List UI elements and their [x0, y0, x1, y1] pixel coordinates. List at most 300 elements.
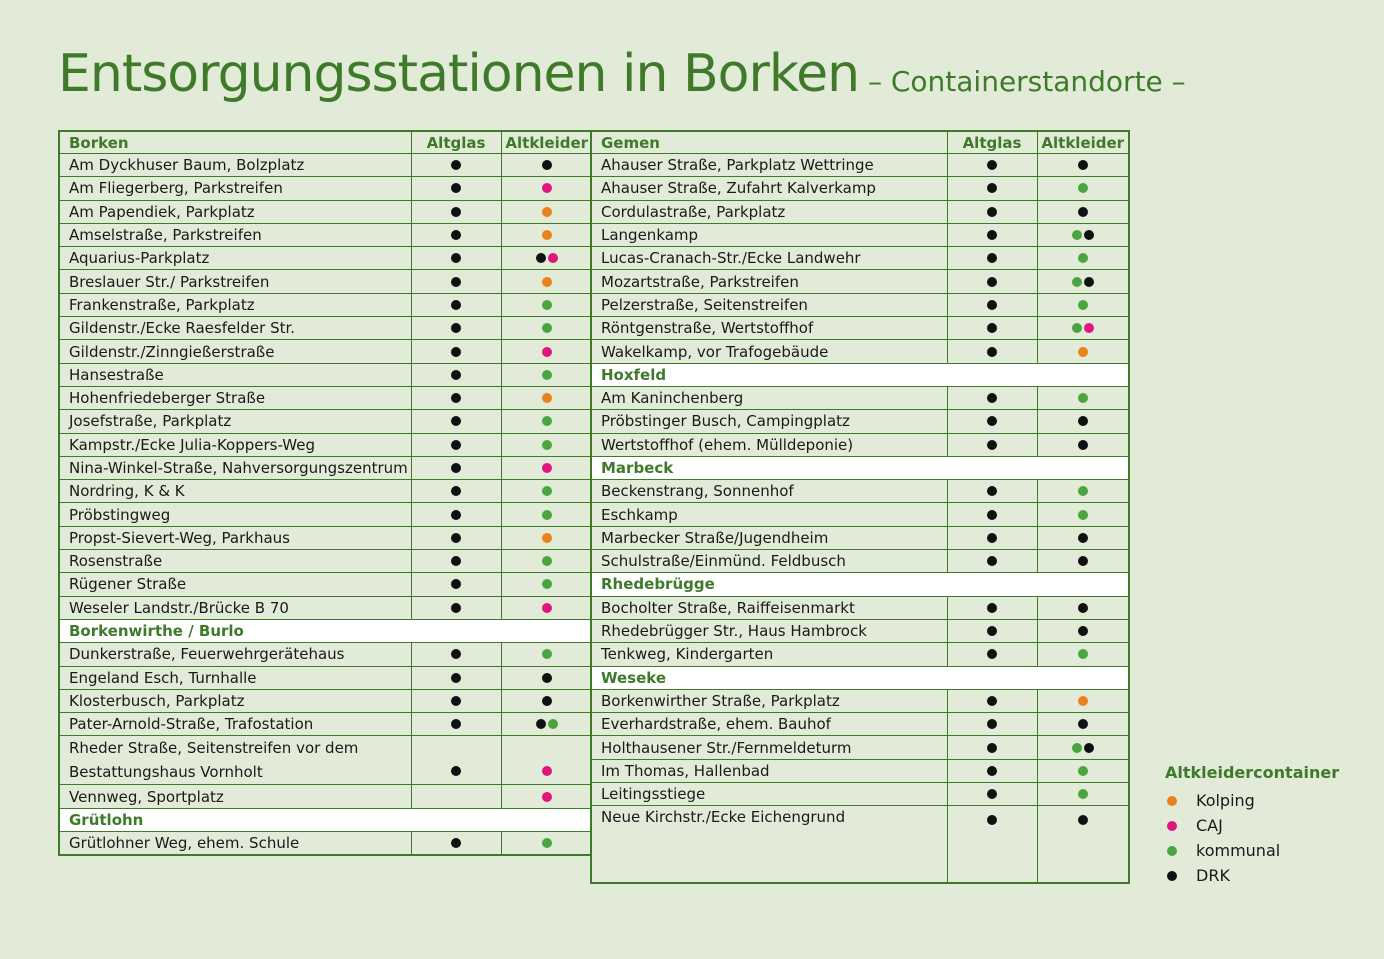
- altglas-cell: [947, 759, 1037, 782]
- black-dot-icon: [451, 603, 461, 613]
- container-dots: [542, 792, 552, 802]
- black-dot-icon: [1078, 556, 1088, 566]
- column-header-altglas: Altglas: [411, 131, 501, 154]
- table-row: [591, 736, 1129, 759]
- table-row: [591, 689, 1129, 712]
- container-dots: [542, 649, 552, 659]
- container-dots: [987, 323, 997, 333]
- container-dots: [451, 277, 461, 287]
- location-name: Bocholter Straße, Raiffeisenmarkt: [591, 596, 947, 619]
- container-dots: [1078, 253, 1088, 263]
- altkleider-cell: [1037, 689, 1129, 712]
- container-dots: [451, 347, 461, 357]
- altglas-cell: [411, 832, 501, 856]
- container-dots: [1078, 486, 1088, 496]
- table-row: [591, 503, 1129, 526]
- black-dot-icon: [1084, 230, 1094, 240]
- table-row: [591, 317, 1129, 340]
- table-row: [59, 317, 593, 340]
- black-dot-icon: [987, 230, 997, 240]
- altglas-cell: [411, 573, 501, 596]
- altglas-cell: [947, 736, 1037, 759]
- container-dots: [987, 230, 997, 240]
- altkleider-cell: [1037, 293, 1129, 316]
- altglas-cell: [947, 550, 1037, 573]
- green-dot-icon: [542, 440, 552, 450]
- location-name: Hansestraße: [59, 363, 411, 386]
- section-title: Grütlohn: [59, 808, 593, 831]
- container-dots: [451, 673, 461, 683]
- altkleider-cell: [1037, 317, 1129, 340]
- black-dot-icon: [451, 207, 461, 217]
- table-row: [591, 806, 1129, 884]
- altkleider-cell: [1037, 154, 1129, 177]
- container-dots: [542, 207, 552, 217]
- orange-dot-icon: [542, 393, 552, 403]
- black-dot-icon: [451, 696, 461, 706]
- container-dots: [542, 393, 552, 403]
- altkleider-cell: [1037, 806, 1129, 884]
- table-row: [59, 340, 593, 363]
- table-row: [59, 596, 593, 619]
- container-dots: [542, 160, 552, 170]
- location-name: Amselstraße, Parkstreifen: [59, 223, 411, 246]
- container-dots: [542, 463, 552, 473]
- altkleider-cell: [1037, 759, 1129, 782]
- altkleider-cell: [501, 456, 593, 479]
- green-dot-icon: [1078, 300, 1088, 310]
- container-dots: [1078, 556, 1088, 566]
- location-name: Weseler Landstr./Brücke B 70: [59, 596, 411, 619]
- container-dots: [987, 649, 997, 659]
- orange-dot-icon: [1167, 796, 1177, 806]
- black-dot-icon: [987, 815, 997, 825]
- container-dots: [1078, 207, 1088, 217]
- table-row: [591, 596, 1129, 619]
- page-title: [58, 44, 1186, 104]
- black-dot-icon: [1078, 160, 1088, 170]
- section-header-row: [591, 666, 1129, 689]
- altglas-cell: [411, 293, 501, 316]
- green-dot-icon: [542, 370, 552, 380]
- altglas-cell: [411, 713, 501, 736]
- black-dot-icon: [451, 300, 461, 310]
- container-dots: [542, 486, 552, 496]
- black-dot-icon: [542, 696, 552, 706]
- pink-dot-icon: [1167, 821, 1177, 831]
- legend-item: [1165, 863, 1339, 888]
- black-dot-icon: [451, 719, 461, 729]
- altglas-cell: [411, 223, 501, 246]
- section-header-row: [591, 573, 1129, 596]
- green-dot-icon: [1078, 510, 1088, 520]
- location-name: Rhedebrügger Str., Haus Hambrock: [591, 619, 947, 642]
- table-row: [59, 526, 593, 549]
- altglas-cell: [411, 503, 501, 526]
- black-dot-icon: [1078, 416, 1088, 426]
- column-header-altkleider: Altkleider: [501, 131, 593, 154]
- container-dots: [542, 603, 552, 613]
- black-dot-icon: [1167, 871, 1177, 881]
- black-dot-icon: [987, 626, 997, 636]
- location-name: Marbecker Straße/Jugendheim: [591, 526, 947, 549]
- altglas-cell: [947, 433, 1037, 456]
- altglas-cell: [411, 200, 501, 223]
- table-row: [59, 410, 593, 433]
- table-row: [591, 619, 1129, 642]
- container-dots: [1072, 743, 1094, 753]
- section-header-row: [59, 808, 593, 831]
- container-dots: [451, 300, 461, 310]
- black-dot-icon: [451, 486, 461, 496]
- location-name: Dunkerstraße, Feuerwehrgerätehaus: [59, 643, 411, 666]
- altglas-cell: [947, 713, 1037, 736]
- green-dot-icon: [1078, 766, 1088, 776]
- container-dots: [542, 370, 552, 380]
- container-dots: [987, 789, 997, 799]
- green-dot-icon: [1072, 743, 1082, 753]
- legend-label: kommunal: [1196, 841, 1281, 860]
- green-dot-icon: [542, 649, 552, 659]
- location-name: Hohenfriedeberger Straße: [59, 386, 411, 409]
- section-header-row: [59, 619, 593, 642]
- container-dots: [542, 183, 552, 193]
- table-row: [59, 643, 593, 666]
- container-dots: [1078, 416, 1088, 426]
- altkleider-cell: [1037, 596, 1129, 619]
- black-dot-icon: [451, 440, 461, 450]
- table-header-row: [59, 131, 593, 154]
- container-dots: [987, 160, 997, 170]
- altkleider-cell: [1037, 480, 1129, 503]
- altkleider-cell: [501, 340, 593, 363]
- container-dots: [451, 416, 461, 426]
- location-name: Kampstr./Ecke Julia-Koppers-Weg: [59, 433, 411, 456]
- altkleider-cell: [501, 200, 593, 223]
- section-title: Hoxfeld: [591, 363, 1129, 386]
- container-dots: [1072, 277, 1094, 287]
- altglas-cell: [411, 340, 501, 363]
- container-dots: [542, 323, 552, 333]
- black-dot-icon: [1078, 626, 1088, 636]
- black-dot-icon: [451, 510, 461, 520]
- container-dots: [1078, 766, 1088, 776]
- black-dot-icon: [987, 649, 997, 659]
- black-dot-icon: [536, 253, 546, 263]
- location-name: Am Dyckhuser Baum, Bolzplatz: [59, 154, 411, 177]
- altkleider-cell: [501, 643, 593, 666]
- container-dots: [987, 533, 997, 543]
- container-dots: [1078, 789, 1088, 799]
- black-dot-icon: [451, 838, 461, 848]
- altkleider-cell: [501, 154, 593, 177]
- legend-label: Kolping: [1196, 791, 1255, 810]
- container-dots: [542, 673, 552, 683]
- black-dot-icon: [1078, 533, 1088, 543]
- table-row: [591, 550, 1129, 573]
- black-dot-icon: [987, 300, 997, 310]
- container-dots: [1078, 160, 1088, 170]
- container-dots: [451, 253, 461, 263]
- container-dots: [1078, 719, 1088, 729]
- table-row: [591, 783, 1129, 806]
- green-dot-icon: [542, 510, 552, 520]
- table-row: [59, 200, 593, 223]
- location-name: Röntgenstraße, Wertstoffhof: [591, 317, 947, 340]
- pink-dot-icon: [542, 463, 552, 473]
- container-dots: [451, 579, 461, 589]
- green-dot-icon: [548, 719, 558, 729]
- pink-dot-icon: [542, 766, 552, 776]
- altglas-cell: [411, 785, 501, 808]
- black-dot-icon: [451, 463, 461, 473]
- legend-item: [1165, 813, 1339, 838]
- black-dot-icon: [987, 533, 997, 543]
- table-row: [59, 689, 593, 712]
- table-row: [59, 386, 593, 409]
- section-header-row: [591, 456, 1129, 479]
- legend-item: [1165, 838, 1339, 863]
- table-row: [591, 223, 1129, 246]
- altkleider-cell: [501, 689, 593, 712]
- altglas-cell: [411, 643, 501, 666]
- altglas-cell: [947, 177, 1037, 200]
- altglas-cell: [411, 596, 501, 619]
- location-name: Holthausener Str./Fernmeldeturm: [591, 736, 947, 759]
- black-dot-icon: [987, 696, 997, 706]
- container-dots: [987, 719, 997, 729]
- container-dots: [1072, 323, 1094, 333]
- container-dots: [536, 719, 558, 729]
- altglas-cell: [411, 689, 501, 712]
- location-name: Pröbstinger Busch, Campingplatz: [591, 410, 947, 433]
- table-row: [591, 247, 1129, 270]
- location-name: Nordring, K & K: [59, 480, 411, 503]
- location-name: Schulstraße/Einmünd. Feldbusch: [591, 550, 947, 573]
- black-dot-icon: [542, 673, 552, 683]
- altglas-cell: [947, 270, 1037, 293]
- altglas-cell: [411, 480, 501, 503]
- table-row: [59, 270, 593, 293]
- black-dot-icon: [987, 160, 997, 170]
- table-row: [59, 247, 593, 270]
- location-name: Breslauer Str./ Parkstreifen: [59, 270, 411, 293]
- black-dot-icon: [987, 183, 997, 193]
- location-name: Mozartstraße, Parkstreifen: [591, 270, 947, 293]
- altkleider-cell: [501, 293, 593, 316]
- location-name: Pater-Arnold-Straße, Trafostation: [59, 713, 411, 736]
- altkleider-cell: [501, 433, 593, 456]
- altglas-cell: [947, 386, 1037, 409]
- container-dots: [1078, 696, 1088, 706]
- altglas-cell: [947, 340, 1037, 363]
- altkleider-cell: [1037, 410, 1129, 433]
- black-dot-icon: [987, 416, 997, 426]
- green-dot-icon: [542, 486, 552, 496]
- table-row: [59, 456, 593, 479]
- section-title: Borkenwirthe / Burlo: [59, 619, 593, 642]
- location-name: Rosenstraße: [59, 550, 411, 573]
- altkleider-cell: [501, 596, 593, 619]
- table-row: [59, 433, 593, 456]
- container-dots: [542, 300, 552, 310]
- container-dots: [987, 766, 997, 776]
- table-row: [591, 643, 1129, 666]
- legend-label: DRK: [1196, 866, 1230, 885]
- legend-label: CAJ: [1196, 816, 1223, 835]
- altglas-cell: [411, 550, 501, 573]
- container-dots: [451, 207, 461, 217]
- altkleider-cell: [1037, 223, 1129, 246]
- green-dot-icon: [542, 556, 552, 566]
- altglas-cell: [947, 643, 1037, 666]
- container-dots: [451, 183, 461, 193]
- container-dots: [451, 440, 461, 450]
- location-name: Pelzerstraße, Seitenstreifen: [591, 293, 947, 316]
- container-dots: [1078, 815, 1088, 825]
- altglas-cell: [947, 200, 1037, 223]
- container-dots: [542, 277, 552, 287]
- page-title-main: Entsorgungsstationen in Borken: [58, 44, 860, 104]
- altkleider-cell: [501, 410, 593, 433]
- location-name: Beckenstrang, Sonnenhof: [591, 480, 947, 503]
- black-dot-icon: [987, 510, 997, 520]
- altkleider-cell: [501, 317, 593, 340]
- black-dot-icon: [987, 323, 997, 333]
- table-row: [59, 573, 593, 596]
- black-dot-icon: [1084, 277, 1094, 287]
- pink-dot-icon: [548, 253, 558, 263]
- container-dots: [987, 347, 997, 357]
- legend-title: Altkleidercontainer: [1165, 763, 1340, 782]
- green-dot-icon: [1078, 486, 1088, 496]
- container-dots: [987, 277, 997, 287]
- table-row: [59, 363, 593, 386]
- table-row: [59, 736, 593, 785]
- container-dots: [451, 838, 461, 848]
- green-dot-icon: [1078, 183, 1088, 193]
- container-dots: [542, 510, 552, 520]
- container-dots: [987, 486, 997, 496]
- section-title: Marbeck: [591, 456, 1129, 479]
- altglas-cell: [947, 783, 1037, 806]
- location-name: Cordulastraße, Parkplatz: [591, 200, 947, 223]
- container-dots: [987, 393, 997, 403]
- green-dot-icon: [1072, 230, 1082, 240]
- pink-dot-icon: [542, 603, 552, 613]
- green-dot-icon: [1072, 277, 1082, 287]
- table-row: [591, 270, 1129, 293]
- location-name: Klosterbusch, Parkplatz: [59, 689, 411, 712]
- table-row: [591, 526, 1129, 549]
- altkleider-cell: [1037, 783, 1129, 806]
- altkleider-cell: [501, 785, 593, 808]
- container-dots: [451, 719, 461, 729]
- altkleider-cell: [1037, 713, 1129, 736]
- altkleider-cell: [1037, 550, 1129, 573]
- altglas-cell: [411, 456, 501, 479]
- altglas-cell: [947, 247, 1037, 270]
- container-dots: [1078, 603, 1088, 613]
- altglas-cell: [411, 247, 501, 270]
- container-dots: [451, 603, 461, 613]
- altglas-cell: [411, 526, 501, 549]
- black-dot-icon: [451, 393, 461, 403]
- location-name: Im Thomas, Hallenbad: [591, 759, 947, 782]
- altglas-cell: [947, 619, 1037, 642]
- location-name: Am Kaninchenberg: [591, 386, 947, 409]
- container-dots: [987, 416, 997, 426]
- container-dots: [1078, 626, 1088, 636]
- container-dots: [987, 183, 997, 193]
- location-name: Tenkweg, Kindergarten: [591, 643, 947, 666]
- table-row: [591, 177, 1129, 200]
- container-dots: [987, 696, 997, 706]
- altkleider-cell: [1037, 247, 1129, 270]
- table-row: [59, 666, 593, 689]
- column-header-district: Gemen: [591, 131, 947, 154]
- location-name: Rügener Straße: [59, 573, 411, 596]
- container-dots: [542, 838, 552, 848]
- altkleider-cell: [501, 736, 593, 785]
- black-dot-icon: [987, 207, 997, 217]
- orange-dot-icon: [1078, 696, 1088, 706]
- altglas-cell: [411, 177, 501, 200]
- container-dots: [451, 323, 461, 333]
- location-name: Grütlohner Weg, ehem. Schule: [59, 832, 411, 856]
- altkleider-cell: [1037, 200, 1129, 223]
- black-dot-icon: [542, 160, 552, 170]
- container-dots: [542, 416, 552, 426]
- location-name: Propst-Sievert-Weg, Parkhaus: [59, 526, 411, 549]
- table-row: [591, 480, 1129, 503]
- container-dots: [1078, 440, 1088, 450]
- orange-dot-icon: [1078, 347, 1088, 357]
- legend: [1165, 763, 1339, 888]
- altglas-cell: [947, 503, 1037, 526]
- black-dot-icon: [451, 323, 461, 333]
- location-name: Gildenstr./Ecke Raesfelder Str.: [59, 317, 411, 340]
- black-dot-icon: [451, 277, 461, 287]
- table-row: [59, 503, 593, 526]
- location-name: Wakelkamp, vor Trafogebäude: [591, 340, 947, 363]
- black-dot-icon: [987, 719, 997, 729]
- black-dot-icon: [451, 253, 461, 263]
- location-name: Everhardstraße, ehem. Bauhof: [591, 713, 947, 736]
- altkleider-cell: [501, 270, 593, 293]
- black-dot-icon: [987, 277, 997, 287]
- green-dot-icon: [1078, 393, 1088, 403]
- altkleider-cell: [1037, 270, 1129, 293]
- altkleider-cell: [1037, 433, 1129, 456]
- altkleider-cell: [501, 666, 593, 689]
- location-name: Wertstoffhof (ehem. Mülldeponie): [591, 433, 947, 456]
- container-dots: [1078, 347, 1088, 357]
- table-row: [591, 293, 1129, 316]
- black-dot-icon: [987, 440, 997, 450]
- green-dot-icon: [1072, 323, 1082, 333]
- container-dots: [542, 440, 552, 450]
- column-header-altkleider: Altkleider: [1037, 131, 1129, 154]
- container-dots: [1078, 649, 1088, 659]
- green-dot-icon: [542, 323, 552, 333]
- table-row: [59, 713, 593, 736]
- container-dots: [451, 463, 461, 473]
- container-dots: [542, 347, 552, 357]
- location-name: Ahauser Straße, Zufahrt Kalverkamp: [591, 177, 947, 200]
- altkleider-cell: [501, 832, 593, 856]
- altglas-cell: [411, 317, 501, 340]
